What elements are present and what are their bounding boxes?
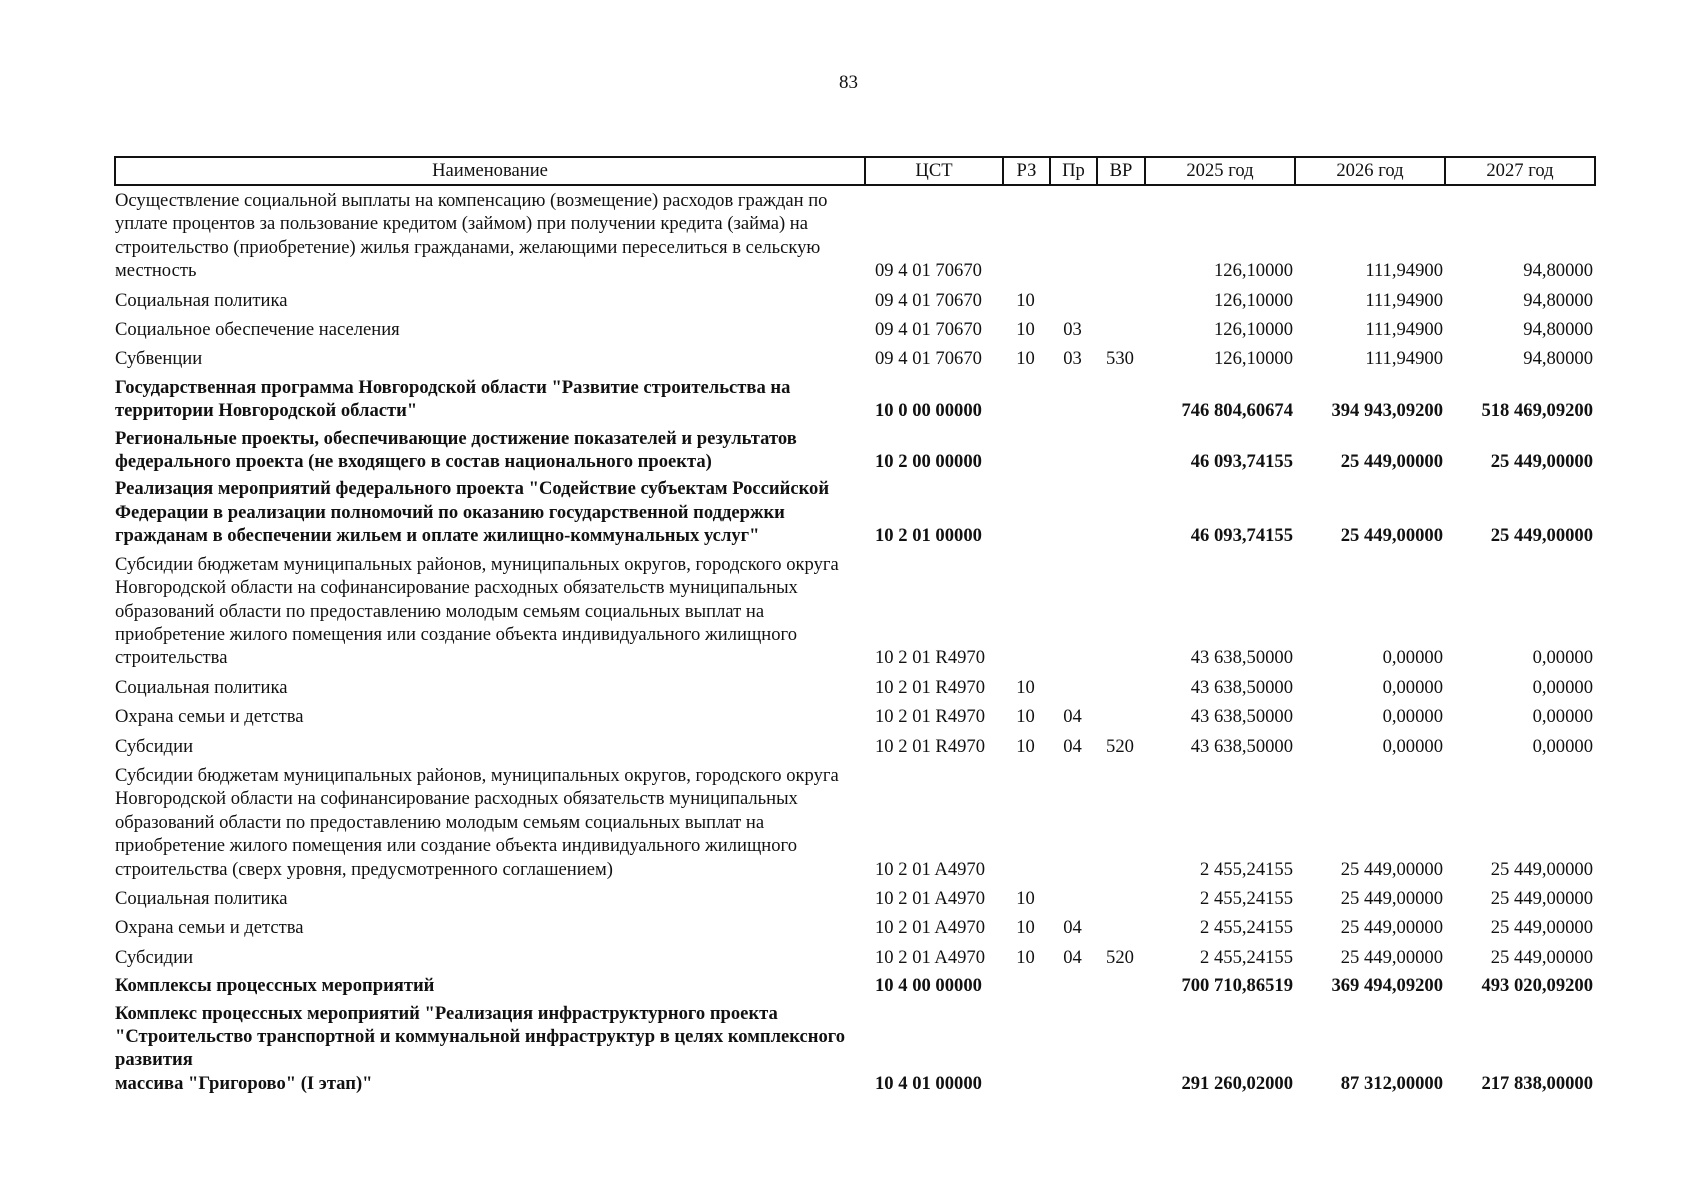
cell-rz bbox=[1003, 972, 1050, 999]
cell-2025: 126,10000 bbox=[1213, 289, 1293, 311]
cell-cst: 10 2 01 A4970 bbox=[875, 946, 986, 968]
cell-cst: 10 2 01 A4970 bbox=[875, 858, 986, 880]
cell-2026: 25 449,00000 bbox=[1340, 887, 1443, 909]
cell-cst: 10 4 00 00000 bbox=[875, 975, 982, 997]
cell-name: Комплекс процессных мероприятий "Реализация инфраструктурного проекта "Строительство транспортной и коммунальной инфраструктур в целях комплексного развития массива "Григорово" (I этап)" bbox=[115, 1002, 846, 1094]
cell-2026: 25 449,00000 bbox=[1340, 858, 1443, 880]
cell-name: Охрана семьи и детства bbox=[115, 706, 304, 728]
cell-2025: 126,10000 bbox=[1213, 319, 1293, 341]
header-pr: Пр bbox=[1050, 157, 1097, 185]
cell-pr: 03 bbox=[1063, 348, 1082, 370]
cell-cst: 10 4 01 00000 bbox=[875, 1072, 982, 1094]
cell-name: Региональные проекты, обеспечивающие достижение показателей и результатов федерального проекта (не входящего в состав национального проекта) bbox=[115, 427, 797, 473]
cell-2026: 25 449,00000 bbox=[1340, 946, 1443, 968]
cell-rz bbox=[1003, 185, 1050, 286]
cell-rz: 10 bbox=[1016, 946, 1035, 968]
cell-2025: 43 638,50000 bbox=[1190, 706, 1293, 728]
cell-vr bbox=[1097, 702, 1145, 731]
table-row bbox=[115, 943, 1595, 972]
cell-name: Субсидии бюджетам муниципальных районов, муниципальных округов, городского округа Новгородской области на софинансирование расходных обязательств муниципальных образований области по предоставлению молодым семьям социальных выплат на приобретение жилого помещения или создание объекта индивидуального жилищного строительства (сверх уровня, предусмотренного соглашением) bbox=[115, 764, 839, 880]
table-row bbox=[115, 732, 1595, 761]
cell-2026: 0,00000 bbox=[1382, 647, 1443, 669]
cell-name: Социальное обеспечение населения bbox=[115, 319, 400, 341]
cell-rz: 10 bbox=[1016, 917, 1035, 939]
table-row bbox=[115, 374, 1595, 425]
cell-pr bbox=[1050, 1000, 1097, 1098]
cell-2027: 217 838,00000 bbox=[1481, 1072, 1593, 1094]
budget-table bbox=[114, 156, 1596, 1097]
cell-2026: 111,94900 bbox=[1365, 319, 1443, 341]
cell-2025: 2 455,24155 bbox=[1200, 946, 1293, 968]
cell-pr bbox=[1050, 185, 1097, 286]
cell-pr: 04 bbox=[1063, 706, 1082, 728]
cell-vr bbox=[1097, 673, 1145, 702]
table-row bbox=[115, 425, 1595, 476]
cell-2027: 518 469,09200 bbox=[1481, 400, 1593, 422]
cell-cst: 10 2 01 A4970 bbox=[875, 887, 986, 909]
cell-pr bbox=[1050, 286, 1097, 315]
header-name: Наименование bbox=[115, 157, 865, 185]
cell-pr: 03 bbox=[1063, 319, 1082, 341]
table-row bbox=[115, 673, 1595, 702]
cell-2025: 746 804,60674 bbox=[1181, 400, 1293, 422]
cell-cst: 10 2 01 R4970 bbox=[875, 706, 986, 728]
cell-2027: 0,00000 bbox=[1532, 706, 1593, 728]
cell-pr bbox=[1050, 884, 1097, 913]
table-header-row bbox=[115, 157, 1595, 185]
table-row bbox=[115, 913, 1595, 942]
cell-cst: 10 0 00 00000 bbox=[875, 400, 982, 422]
cell-vr bbox=[1097, 972, 1145, 999]
cell-rz bbox=[1003, 475, 1050, 549]
header-2026: 2026 год bbox=[1295, 157, 1445, 185]
cell-2025: 2 455,24155 bbox=[1200, 887, 1293, 909]
cell-vr bbox=[1097, 185, 1145, 286]
table-row bbox=[115, 185, 1595, 286]
header-rz: РЗ bbox=[1003, 157, 1050, 185]
cell-cst: 09 4 01 70670 bbox=[875, 260, 982, 282]
cell-vr bbox=[1097, 315, 1145, 344]
cell-rz: 10 bbox=[1016, 289, 1035, 311]
cell-2025: 291 260,02000 bbox=[1181, 1072, 1293, 1094]
cell-2025: 700 710,86519 bbox=[1181, 975, 1293, 997]
cell-2027: 25 449,00000 bbox=[1490, 887, 1593, 909]
cell-rz: 10 bbox=[1016, 319, 1035, 341]
cell-2027: 25 449,00000 bbox=[1490, 525, 1593, 547]
cell-rz: 10 bbox=[1016, 348, 1035, 370]
cell-vr bbox=[1097, 884, 1145, 913]
cell-2025: 126,10000 bbox=[1213, 260, 1293, 282]
cell-vr bbox=[1097, 913, 1145, 942]
cell-2027: 493 020,09200 bbox=[1481, 975, 1593, 997]
cell-2025: 43 638,50000 bbox=[1190, 676, 1293, 698]
cell-2026: 25 449,00000 bbox=[1340, 525, 1443, 547]
budget-table-container bbox=[114, 156, 1594, 1097]
cell-vr bbox=[1097, 761, 1145, 884]
table-row bbox=[115, 884, 1595, 913]
cell-2026: 369 494,09200 bbox=[1331, 975, 1443, 997]
cell-pr: 04 bbox=[1063, 917, 1082, 939]
cell-2026: 111,94900 bbox=[1365, 289, 1443, 311]
cell-2026: 25 449,00000 bbox=[1340, 917, 1443, 939]
cell-2025: 43 638,50000 bbox=[1190, 735, 1293, 757]
cell-rz bbox=[1003, 374, 1050, 425]
cell-2027: 0,00000 bbox=[1532, 735, 1593, 757]
cell-pr bbox=[1050, 425, 1097, 476]
cell-2025: 46 093,74155 bbox=[1190, 525, 1293, 547]
cell-2027: 94,80000 bbox=[1523, 260, 1593, 282]
table-row bbox=[115, 550, 1595, 673]
cell-cst: 09 4 01 70670 bbox=[875, 348, 982, 370]
table-body bbox=[115, 185, 1595, 1097]
cell-2025: 43 638,50000 bbox=[1190, 647, 1293, 669]
cell-pr: 04 bbox=[1063, 735, 1082, 757]
cell-rz bbox=[1003, 761, 1050, 884]
cell-2025: 46 093,74155 bbox=[1190, 451, 1293, 473]
cell-2026: 0,00000 bbox=[1382, 735, 1443, 757]
cell-name: Комплексы процессных мероприятий bbox=[115, 975, 435, 997]
cell-2027: 25 449,00000 bbox=[1490, 451, 1593, 473]
cell-cst: 10 2 00 00000 bbox=[875, 451, 982, 473]
table-row bbox=[115, 702, 1595, 731]
table-row bbox=[115, 475, 1595, 549]
table-row bbox=[115, 761, 1595, 884]
cell-rz bbox=[1003, 550, 1050, 673]
cell-name: Социальная политика bbox=[115, 887, 288, 909]
cell-2026: 394 943,09200 bbox=[1331, 400, 1443, 422]
cell-2027: 94,80000 bbox=[1523, 348, 1593, 370]
cell-vr: 530 bbox=[1106, 348, 1134, 370]
cell-pr bbox=[1050, 673, 1097, 702]
cell-cst: 10 2 01 R4970 bbox=[875, 647, 986, 669]
cell-rz: 10 bbox=[1016, 735, 1035, 757]
table-row bbox=[115, 315, 1595, 344]
cell-pr: 04 bbox=[1063, 946, 1082, 968]
cell-name: Социальная политика bbox=[115, 289, 288, 311]
cell-2025: 2 455,24155 bbox=[1200, 858, 1293, 880]
cell-2025: 126,10000 bbox=[1213, 348, 1293, 370]
cell-2026: 0,00000 bbox=[1382, 706, 1443, 728]
cell-cst: 10 2 01 00000 bbox=[875, 525, 982, 547]
table-row bbox=[115, 1000, 1595, 1098]
cell-2027: 94,80000 bbox=[1523, 319, 1593, 341]
cell-name: Охрана семьи и детства bbox=[115, 917, 304, 939]
cell-pr bbox=[1050, 761, 1097, 884]
cell-rz bbox=[1003, 425, 1050, 476]
cell-2026: 25 449,00000 bbox=[1340, 451, 1443, 473]
cell-name: Осуществление социальной выплаты на компенсацию (возмещение) расходов граждан по уплате процентов за пользование кредитом (займом) при получении кредита (займа) на строительство (приобретение) жилья гражданами, желающими переселиться в сельскую местность bbox=[115, 190, 828, 282]
cell-vr bbox=[1097, 550, 1145, 673]
cell-2027: 0,00000 bbox=[1532, 676, 1593, 698]
cell-2027: 25 449,00000 bbox=[1490, 946, 1593, 968]
cell-name: Субсидии bbox=[115, 946, 194, 968]
cell-2026: 0,00000 bbox=[1382, 676, 1443, 698]
cell-cst: 09 4 01 70670 bbox=[875, 289, 982, 311]
table-row bbox=[115, 344, 1595, 373]
cell-vr bbox=[1097, 286, 1145, 315]
table-row bbox=[115, 972, 1595, 999]
cell-2026: 111,94900 bbox=[1365, 348, 1443, 370]
cell-2027: 0,00000 bbox=[1532, 647, 1593, 669]
cell-cst: 10 2 01 R4970 bbox=[875, 735, 986, 757]
cell-vr bbox=[1097, 475, 1145, 549]
cell-name: Субсидии bbox=[115, 735, 194, 757]
cell-name: Субсидии бюджетам муниципальных районов, муниципальных округов, городского округа Новгородской области на софинансирование расходных обязательств муниципальных образований области по предоставлению молодым семьям социальных выплат на приобретение жилого помещения или создание объекта индивидуального жилищного строительства bbox=[115, 553, 839, 669]
cell-2025: 2 455,24155 bbox=[1200, 917, 1293, 939]
cell-vr: 520 bbox=[1106, 735, 1134, 757]
cell-vr bbox=[1097, 374, 1145, 425]
cell-name: Государственная программа Новгородской области "Развитие строительства на территории Новгородской области" bbox=[115, 376, 791, 422]
cell-name: Реализация мероприятий федерального проекта "Содействие субъектам Российской Федерации в реализации полномочий по оказанию государственной поддержки гражданам в обеспечении жильем и оплате жилищно-коммунальных услуг" bbox=[115, 478, 830, 547]
page-number: 83 bbox=[839, 72, 858, 93]
header-cst: ЦСТ bbox=[865, 157, 1003, 185]
table-row bbox=[115, 286, 1595, 315]
cell-2027: 94,80000 bbox=[1523, 289, 1593, 311]
cell-cst: 10 2 01 R4970 bbox=[875, 676, 986, 698]
cell-pr bbox=[1050, 475, 1097, 549]
cell-rz: 10 bbox=[1016, 676, 1035, 698]
cell-2027: 25 449,00000 bbox=[1490, 858, 1593, 880]
cell-name: Социальная политика bbox=[115, 676, 288, 698]
cell-2027: 25 449,00000 bbox=[1490, 917, 1593, 939]
header-2027: 2027 год bbox=[1445, 157, 1595, 185]
cell-cst: 09 4 01 70670 bbox=[875, 319, 982, 341]
cell-vr bbox=[1097, 425, 1145, 476]
cell-vr: 520 bbox=[1106, 946, 1134, 968]
cell-2026: 87 312,00000 bbox=[1340, 1072, 1443, 1094]
cell-pr bbox=[1050, 972, 1097, 999]
cell-rz bbox=[1003, 1000, 1050, 1098]
cell-rz: 10 bbox=[1016, 887, 1035, 909]
cell-rz: 10 bbox=[1016, 706, 1035, 728]
header-vr: ВР bbox=[1097, 157, 1145, 185]
cell-name: Субвенции bbox=[115, 348, 203, 370]
cell-vr bbox=[1097, 1000, 1145, 1098]
cell-2026: 111,94900 bbox=[1365, 260, 1443, 282]
cell-pr bbox=[1050, 374, 1097, 425]
header-2025: 2025 год bbox=[1145, 157, 1295, 185]
cell-pr bbox=[1050, 550, 1097, 673]
cell-cst: 10 2 01 A4970 bbox=[875, 917, 986, 939]
